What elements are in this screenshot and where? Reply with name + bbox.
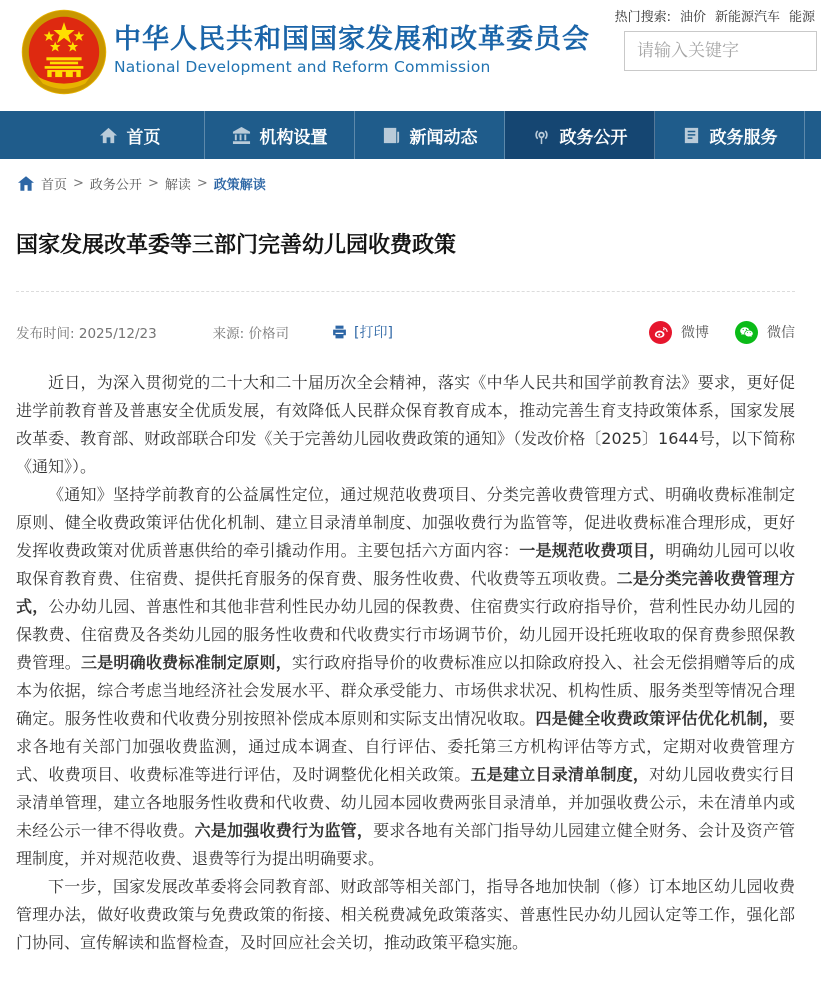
nav-item-label: 机构设置: [259, 127, 328, 148]
nav-item-label: 政务公开: [559, 127, 628, 148]
breadcrumb-item[interactable]: 解读: [164, 178, 191, 193]
nav-item-政务公开[interactable]: [505, 111, 655, 159]
search-input[interactable]: [624, 31, 817, 71]
breadcrumb: [0, 159, 821, 199]
hot-search-term[interactable]: 能源: [788, 10, 815, 25]
breadcrumb-separator: >: [196, 176, 208, 191]
main-nav: [0, 111, 821, 159]
breadcrumb-item[interactable]: 政务公开: [89, 178, 142, 193]
nav-item-label: 政务服务: [709, 127, 778, 148]
nav-item-label: 新闻动态: [409, 127, 478, 148]
nav-item-首页[interactable]: [55, 111, 205, 159]
site-title-en: National Development and Reform Commission: [114, 58, 491, 77]
breadcrumb-item[interactable]: 首页: [41, 178, 68, 193]
article-paragraph: 《通知》坚持学前教育的公益属性定位，通过规范收费项目、分类完善收费管理方式、明确收费标准制定原则、健全收费政策评估优化机制、建立目录清单制度、加强收费行为监管等，促进收费标准合理形成，更好发挥收费政策对优质普惠供给的牵引撬动作用。主要包括六方面内容：一是规范收费项目，明确幼儿园可以收取保育教育费、住宿费、提供托育服务的保育费、服务性收费、代收费等五项收费。二是分类完善收费管理方式，公办幼儿园、普惠性和其他非营利性民办幼儿园的保教费、住宿费实行政府指导价，营利性民办幼儿园的保教费、住宿费及各类幼儿园的服务性收费和代收费实行市场调节价，幼儿园开设托班收取的保育费参照保教费管理。三是明确收费标准制定原则，实行政府指导价的收费标准应以扣除政府投入、社会无偿捐赠等后的成本为依据，综合考虑当地经济社会发展水平、群众承受能力、市场供求状况、机构性质、服务类型等情况合理确定。服务性收费和代收费分别按照补偿成本原则和实际支出情况收取。四是健全收费政策评估优化机制，要求各地有关部门加强收费监测，通过成本调查、自行评估、委托第三方机构评估等方式，定期对收费管理方式、收费项目、收费标准等进行评估，及时调整优化相关政策。五是建立目录清单制度，对幼儿园收费实行目录清单管理，建立各地服务性收费和代收费、幼儿园本园收费两张目录清单，并加强收费公示，未在清单内或未经公示一律不得收费。六是加强收费行为监管，要求各地有关部门指导幼儿园建立健全财务、会计及资产管理制度，并对规范收费、退费等行为提出明确要求。: [16, 484, 795, 868]
news-icon: [382, 126, 401, 145]
breadcrumb-separator: >: [147, 176, 159, 191]
page-title: 国家发展改革委等三部门完善幼儿园收费政策: [16, 232, 795, 292]
site-title-cn: 中华人民共和国国家发展和改革委员会: [114, 24, 590, 55]
nav-item-机构设置[interactable]: [205, 111, 355, 159]
article: [0, 232, 821, 983]
institution-icon: [232, 126, 251, 145]
document-icon: [682, 126, 701, 145]
hot-search-term[interactable]: 新能源汽车: [714, 10, 780, 25]
share-group: [649, 321, 795, 344]
home-icon: [99, 126, 118, 145]
weibo-icon: [653, 325, 668, 340]
house-icon: [18, 176, 34, 191]
wechat-icon: [739, 325, 754, 340]
article-body: [16, 369, 795, 957]
printer-icon: [331, 324, 348, 340]
article-paragraph: 近日，为深入贯彻党的二十大和二十届历次全会精神，落实《中华人民共和国学前教育法》要求，更好促进学前教育普及普惠安全优质发展，有效降低人民群众保育教育成本，推动完善生育支持政策体系，国家发展改革委、教育部、财政部联合印发《关于完善幼儿园收费政策的通知》（发改价格〔2025〕1644号，以下简称《通知》）。: [16, 372, 795, 476]
china-national-emblem-logo: [20, 8, 108, 96]
share-weibo-button[interactable]: [649, 321, 709, 344]
publish-time: 发布时间: 2025/12/23: [16, 326, 157, 343]
site-header: [0, 0, 821, 106]
article-meta: [16, 321, 795, 344]
print-button[interactable]: [打印]: [331, 322, 393, 342]
hot-search-bar: [615, 6, 815, 25]
article-paragraph: 下一步，国家发展改革委将会同教育部、财政部等相关部门，指导各地加快制（修）订本地区幼儿园收费管理办法，做好收费政策与免费政策的衔接、相关税费减免政策落实、普惠性民办幼儿园认定等工作，强化部门协同、宣传解读和监督检查，及时回应社会关切，推动政策平稳实施。: [16, 876, 795, 952]
hot-search-term[interactable]: 油价: [679, 10, 706, 25]
nav-item-label: 首页: [126, 127, 161, 148]
share-label: 微信: [767, 325, 795, 342]
nav-item-新闻动态[interactable]: [355, 111, 505, 159]
breadcrumb-separator: >: [73, 176, 84, 191]
site-title-block: [114, 24, 590, 76]
share-label: 微博: [681, 325, 709, 342]
source: 来源: 价格司: [212, 326, 290, 343]
broadcast-icon: [532, 126, 551, 145]
share-wechat-button[interactable]: [735, 321, 795, 344]
breadcrumb-item[interactable]: 政策解读: [213, 178, 266, 193]
hot-search-label: 热门搜索:: [614, 10, 671, 25]
nav-item-政务服务[interactable]: [655, 111, 805, 159]
